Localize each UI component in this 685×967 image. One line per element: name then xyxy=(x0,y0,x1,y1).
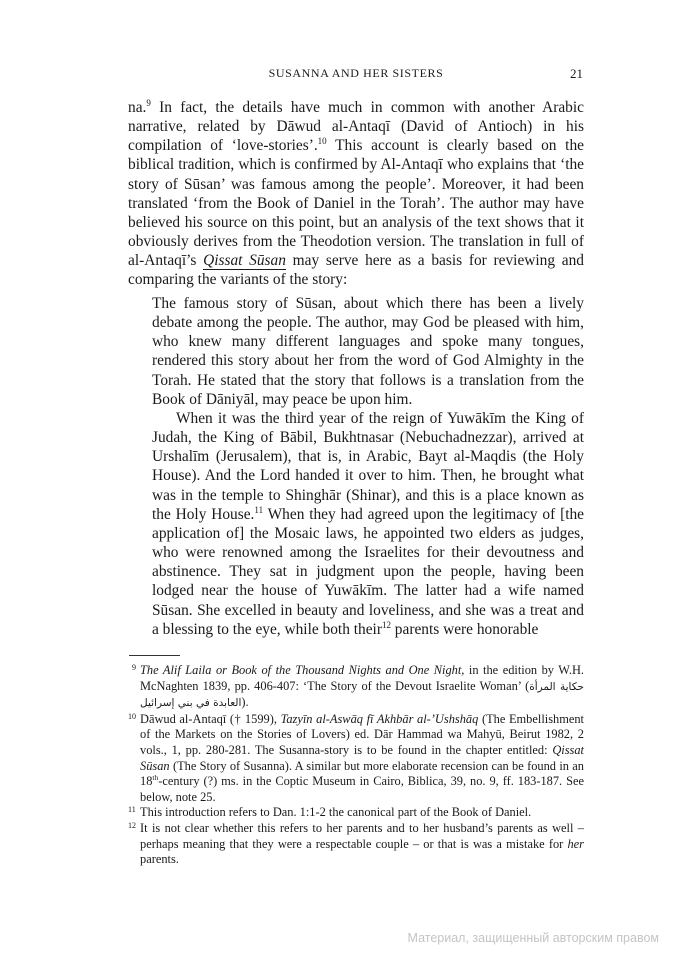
footnote-10: 10 Dāwud al-Antaqī († 1599), Tazyīn al-Aswāq fī Akhbār al-’Ushshāq (The Embellishment of the Markets on the Stories of Lovers) ed. Dār Hammad wa Mahyū, Beirut 1982, 2 vols., 1, pp. 280-281. The Susanna-story is to be found in the chapter entitled: Qissat Sūsan (The Story of Susanna). A similar but more elaborate recension can be found in an 18th-century (?) ms. in the Coptic Museum in Cairo, Biblica, 39, no. 9, ff. 183-187. See below, note 25. xyxy=(128,711,584,804)
title-qissat-susan: Qissat Sūsan xyxy=(203,252,286,270)
page-number: 21 xyxy=(570,66,583,81)
footnote-11: 11 This introduction refers to Dan. 1:1-2 the canonical part of the Book of Daniel. xyxy=(128,805,532,820)
footnote-ref-10[interactable]: 10 xyxy=(317,136,327,147)
running-head xyxy=(129,66,583,84)
footnote-separator xyxy=(129,655,180,656)
footnote-12: 12 It is not clear whether this refers to her parents and to her husband’s parents as well – perhaps meaning that they were a respectable couple – or that is was a mistake for her parents. xyxy=(128,820,584,867)
quote-paragraph-1: The famous story of Sūsan, about which there has been a lively debate among the people. The author, may God be pleased with him, who knew many different languages and spoke many tongues, rendered this story about her from the word of God Almighty in the Torah. He stated that the story that follows is a translation from the Book of Dāniyāl, may peace be upon him. xyxy=(152,295,584,408)
footnote-ref-12[interactable]: 12 xyxy=(381,619,391,630)
footnote-ref-11[interactable]: 11 xyxy=(254,504,264,515)
arabic-title: حكاية المرأة العابدة في بني إسرائيل xyxy=(140,680,584,710)
footnote-ref-9[interactable]: 9 xyxy=(146,98,151,108)
running-title: SUSANNA AND HER SISTERS xyxy=(268,66,444,80)
copyright-watermark: Материал, защищенный авторским правом xyxy=(407,931,659,945)
footnotes xyxy=(128,663,584,868)
footnote-9: 9 The Alif Laila or Book of the Thousand Nights and One Night, in the edition by W.H. McNaghten 1839, pp. 406-407: ‘The Story of the Devout Israelite Woman’ (حكاية المرأة العابدة في بني إسرائيل). xyxy=(132,663,584,710)
body-paragraph: na.$^9$ In fact, the details have much in common with another Arabic narrative, related by Dāwud al-Antaqī (David of Antioch) in his compilation of ‘love-stories’.$^{10}$ This account is clearly based on the biblical tradition, which is confirmed by Al-Antaqī who explains that ‘the story of Sūsan’ was famous among the people’. Moreover, it had been translated ‘from the Book of Daniel in the Torah’. The author may have believed his source on this point, but an analysis of the text shows that it obviously derives from the Theodotion version. The translation in full of al-Antaqī’s Qissat Sūsan may serve here as a basis for reviewing and comparing the variants of the story: xyxy=(128,98,584,289)
quote-paragraph-2: When it was the third year of the reign of Yuwākīm the King of Judah, the King of Bābil, Bukhtnasar (Nebuchadnezzar), arrived at Urshalīm (Jerusalem), that is, in Arabic, Bayt al-Maqdis (the Holy House). And the Lord handed it over to him. Then, he brought what was in the temple to Shinghār (Shinar), and this is a place known as the Holy House.$^{11}$ When they had agreed upon the legitimacy of [the application of] the Mosaic laws, he appointed two elders as judges, who were renowned among the Israelites for their devoutness and abstinence. They sat in judgment upon the people, having been lodged near the house of Yuwākīm. The latter had a wife named Sūsan. She excelled in beauty and loveliness, and she was a treat and a blessing to the eye, while both their$^{12}$ parents were honorable xyxy=(152,409,585,638)
